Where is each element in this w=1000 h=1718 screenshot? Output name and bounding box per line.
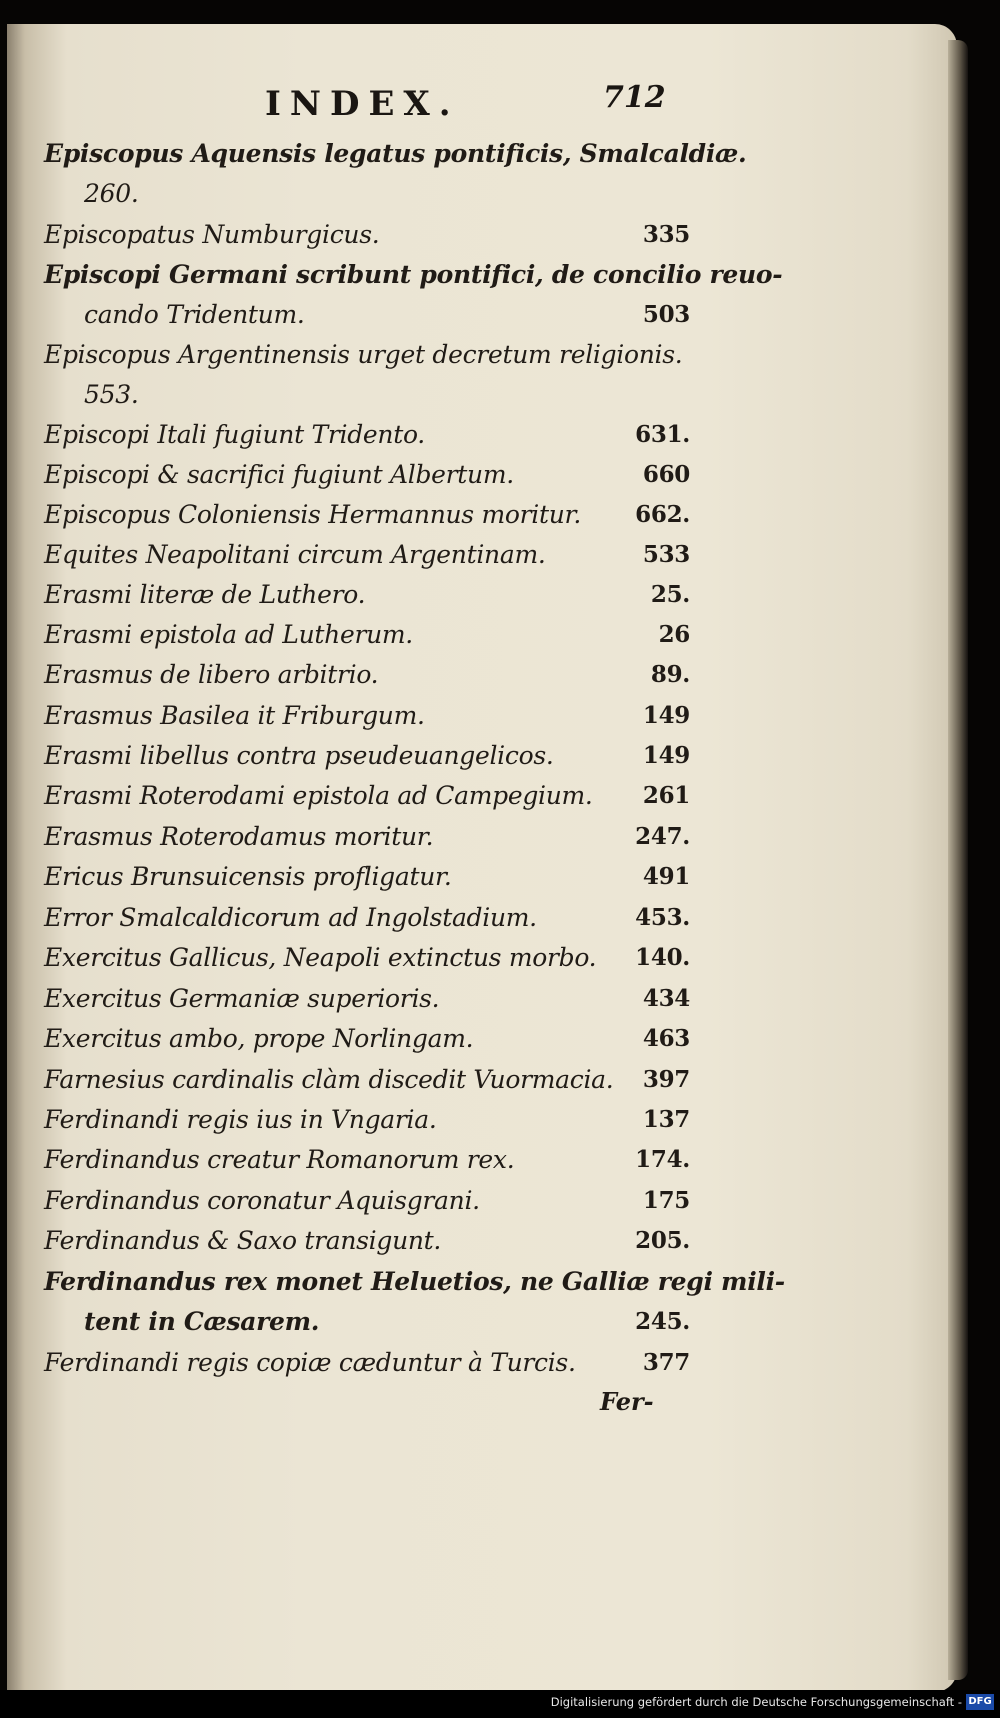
index-entry-page: 174. xyxy=(635,1146,690,1173)
index-entry-page: 261 xyxy=(642,782,690,809)
index-entry-text: Ferdinandi regis ius in Vngaria. xyxy=(44,1105,437,1134)
index-entry-text: Erasmus de libero arbitrio. xyxy=(44,660,379,689)
page-number: 712 xyxy=(603,80,666,115)
index-entry-text: Episcopus Argentinensis urget decretum religionis. xyxy=(44,340,683,369)
index-entry-text: Ericus Brunsuicensis profligatur. xyxy=(44,862,452,891)
index-entry-text: Episcopi & sacrifici fugiunt Albertum. xyxy=(44,460,514,489)
index-entry-text: tent in Cæsarem. xyxy=(84,1307,320,1336)
index-entry-page: 377 xyxy=(642,1349,690,1376)
index-entry-page: 434 xyxy=(642,985,690,1012)
index-entry-text: Episcopus Aquensis legatus pontificis, Smalcaldiæ. xyxy=(44,139,747,168)
index-entry-page: 503 xyxy=(642,301,690,328)
index-entry-page: 453. xyxy=(635,904,690,931)
index-entry-text: Exercitus ambo, prope Norlingam. xyxy=(44,1024,474,1053)
index-entry-page: 137 xyxy=(642,1106,690,1133)
index-entry-text: Erasmus Roterodamus moritur. xyxy=(44,822,434,851)
index-entry-text: 553. xyxy=(84,380,139,409)
index-entry-page: 631. xyxy=(635,421,690,448)
index-entry-page: 26 xyxy=(658,621,690,648)
index-entry-page: 25. xyxy=(650,581,690,608)
index-entry-text: Episcopatus Numburgicus. xyxy=(44,220,380,249)
index-entry-text: cando Tridentum. xyxy=(84,300,305,329)
index-entry-text: 260. xyxy=(84,179,139,208)
footer-bar xyxy=(0,1690,1000,1718)
index-entry-page: 247. xyxy=(635,823,690,850)
index-entry-page: 660 xyxy=(642,461,690,488)
index-entry-page: 463 xyxy=(642,1025,690,1052)
catchword: Fer- xyxy=(600,1387,654,1416)
index-entry-page: 397 xyxy=(642,1066,690,1093)
index-entry-text: Erasmi Roterodami epistola ad Campegium. xyxy=(44,781,593,810)
page-title: INDEX. xyxy=(265,84,460,124)
index-entry-page: 149 xyxy=(642,702,690,729)
index-entry-text: Episcopi Itali fugiunt Tridento. xyxy=(44,420,425,449)
index-entry-page: 662. xyxy=(635,501,690,528)
index-entry-text: Farnesius cardinalis clàm discedit Vuormacia. xyxy=(44,1065,614,1094)
index-entry-text: Erasmus Basilea it Friburgum. xyxy=(44,701,425,730)
index-entry-text: Episcopus Coloniensis Hermannus moritur. xyxy=(44,500,582,529)
dfg-logo: DFG xyxy=(966,1694,994,1710)
index-entry-text: Erasmi libellus contra pseudeuangelicos. xyxy=(44,741,554,770)
index-entry-page: 89. xyxy=(650,661,690,688)
index-entry-text: Erasmi literæ de Luthero. xyxy=(44,580,366,609)
index-entry-text: Ferdinandus coronatur Aquisgrani. xyxy=(44,1186,480,1215)
index-entry-text: Exercitus Germaniæ superioris. xyxy=(44,984,440,1013)
digitization-credit: Digitalisierung gefördert durch die Deutsche Forschungsgemeinschaft - xyxy=(550,1695,962,1709)
index-entry-text: Error Smalcaldicorum ad Ingolstadium. xyxy=(44,903,537,932)
index-entry-text: Exercitus Gallicus, Neapoli extinctus morbo. xyxy=(44,943,597,972)
index-entry-page: 149 xyxy=(642,742,690,769)
index-entry-page: 533 xyxy=(642,541,690,568)
index-entry-text: Equites Neapolitani circum Argentinam. xyxy=(44,540,546,569)
index-entry-page: 140. xyxy=(635,944,690,971)
index-entry-page: 335 xyxy=(642,221,690,248)
index-entry-text: Erasmi epistola ad Lutherum. xyxy=(44,620,413,649)
index-entry-page: 491 xyxy=(642,863,690,890)
index-entry-page: 175 xyxy=(642,1187,690,1214)
index-entry-page: 205. xyxy=(635,1227,690,1254)
index-entry-page: 245. xyxy=(635,1308,690,1335)
index-entry-text: Episcopi Germani scribunt pontifici, de concilio reuo- xyxy=(44,260,783,289)
index-entry-text: Ferdinandus rex monet Heluetios, ne Galliæ regi mili- xyxy=(44,1267,785,1296)
index-entry-text: Ferdinandi regis copiæ cæduntur à Turcis. xyxy=(44,1348,576,1377)
index-entry-text: Ferdinandus creatur Romanorum rex. xyxy=(44,1145,515,1174)
index-entry-text: Ferdinandus & Saxo transigunt. xyxy=(44,1226,442,1255)
